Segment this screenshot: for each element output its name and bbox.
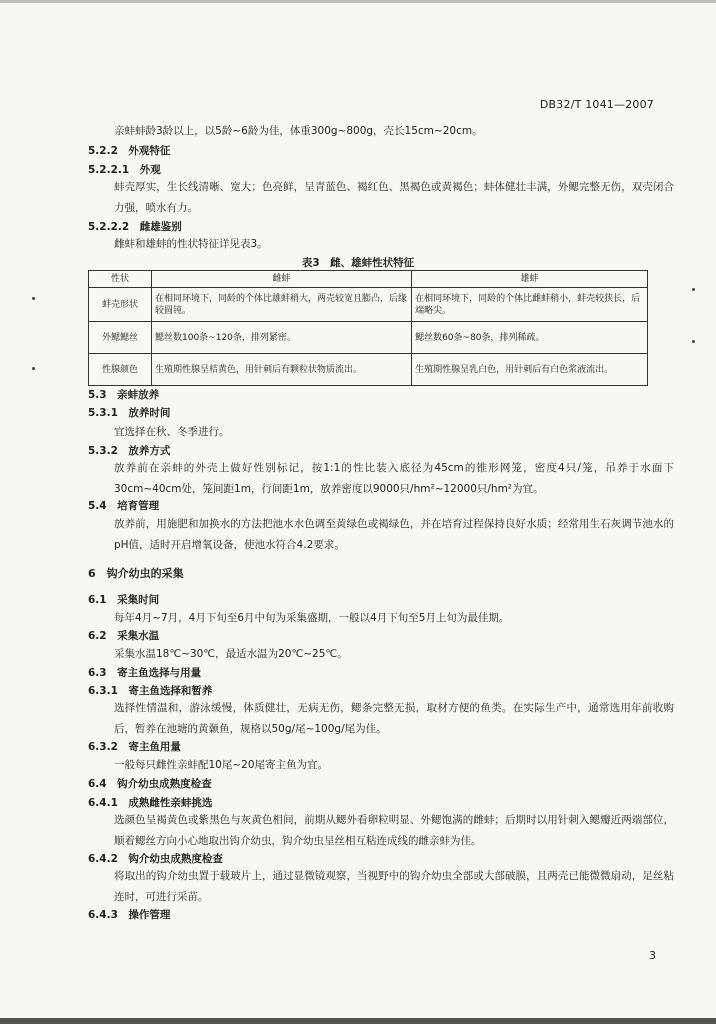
heading-6-4-2: 6.4.2 钩介幼虫成熟度检查 (88, 853, 223, 865)
document-id: DB32/T 1041—2007 (539, 98, 654, 111)
heading-5-3-2: 5.3.2 放养方式 (88, 445, 171, 457)
table-caption: 表3 雌、雄蚌性状特征 (301, 257, 415, 269)
paragraph-host-fish-selection: 选择性情温和，游泳缓慢，体质健壮，无病无伤，鳃条完整无损，取材方便的鱼类。在实际生产中，通常选用年前收购后，暂养在池塘的黄颡鱼，规格以50g/尾~100g/尾为佳。 (114, 702, 674, 735)
heading-6-4-3: 6.4.3 操作管理 (88, 909, 171, 921)
table-row (89, 354, 648, 386)
page-number: 3 (649, 949, 656, 962)
heading-5-4: 5.4 培育管理 (88, 500, 160, 512)
paragraph-broodstock-age: 亲蚌蚌龄3龄以上，以5龄~6龄为佳，体重300g~800g，壳长15cm~20cm。 (114, 125, 483, 137)
cell-male: 鳃丝数60条~80条，排列稀疏。 (412, 322, 648, 354)
heading-6-3: 6.3 寄主鱼选择与用量 (88, 667, 202, 679)
paragraph-sex-identification: 雌蚌和雄蚌的性状特征详见表3。 (114, 238, 268, 250)
header-female: 雌蚌 (152, 271, 412, 288)
scan-edge-bottom (0, 1018, 716, 1024)
table-sex-traits (88, 270, 648, 386)
row-label: 外鳃鳃丝 (89, 322, 152, 354)
row-label: 性腺颜色 (89, 354, 152, 386)
paragraph-stocking-time: 宜选择在秋、冬季进行。 (114, 426, 230, 438)
cell-male: 在相同环境下，同龄的个体比雌蚌稍小，蚌壳较狭长，后端略尖。 (412, 288, 648, 322)
paragraph-host-fish-amount: 一般每只雌性亲蚌配10尾~20尾寄主鱼为宜。 (114, 759, 329, 771)
table-header-row (89, 271, 648, 288)
heading-6-2: 6.2 采集水温 (88, 630, 160, 642)
heading-6-4-1: 6.4.1 成熟雌性亲蚌挑选 (88, 797, 213, 809)
header-male: 雄蚌 (412, 271, 648, 288)
scan-edge-top (0, 0, 716, 3)
paragraph-stocking-method: 放养前在亲蚌的外壳上做好性别标记，按1:1的性比装入底径为45cm的锥形网笼，密度4只/笼，吊养于水面下30cm~40cm处，笼间距1m，行间距1m，放养密度以9000只/hm²~12000只/hm²为宜。 (114, 462, 674, 495)
scan-speck (32, 367, 35, 370)
scan-speck (692, 340, 695, 343)
scan-speck (32, 297, 35, 300)
heading-5-2-2-2: 5.2.2.2 雌雄鉴别 (88, 221, 182, 233)
heading-section-6: 6 钩介幼虫的采集 (88, 567, 184, 580)
paragraph-collection-time: 每年4月~7月，4月下旬至6月中旬为采集盛期，一般以4月下旬至5月上旬为最佳期。 (114, 612, 510, 624)
cell-female: 鳃丝数100条~120条，排列紧密。 (152, 322, 412, 354)
heading-6-4: 6.4 钩介幼虫成熟度检查 (88, 778, 212, 790)
paragraph-water-temp: 采集水温18℃~30℃，最适水温为20℃~25℃。 (114, 648, 348, 660)
heading-5-3: 5.3 亲蚌放养 (88, 389, 160, 401)
cell-female: 生殖期性腺呈桔黄色，用针刺后有颗粒状物质流出。 (152, 354, 412, 386)
header-trait: 性状 (89, 271, 152, 288)
heading-6-3-2: 6.3.2 寄主鱼用量 (88, 741, 181, 753)
paragraph-maturity-check: 将取出的钩介幼虫置于载玻片上，通过显微镜观察，当视野中的钩介幼虫全部或大部破膜，且两壳已能微微扇动，足丝粘连时，可进行采苗。 (114, 870, 674, 903)
heading-5-2-2: 5.2.2 外观特征 (88, 145, 171, 157)
cell-male: 生殖期性腺呈乳白色，用针刺后有白色浆液流出。 (412, 354, 648, 386)
heading-6-1: 6.1 采集时间 (88, 594, 160, 606)
table-row (89, 288, 648, 322)
table-row (89, 322, 648, 354)
row-label: 蚌壳形状 (89, 288, 152, 322)
paragraph-mature-female-selection: 选颜色呈褐黄色或紫黑色与灰黄色相间，前期从鳃外看卵粒明显、外鳃饱满的雌蚌；后期时以用针刺入鳃瓣近两端部位，顺着鳃丝方向小心地取出钩介幼虫，钩介幼虫呈丝相互粘连成线的雌亲蚌为佳。 (114, 814, 674, 847)
heading-6-3-1: 6.3.1 寄主鱼选择和暂养 (88, 685, 213, 697)
paragraph-appearance: 蚌壳厚实，生长线清晰、宽大；色亮鲜，呈青蓝色、褐红色、黑褐色或黄褐色；蚌体健壮丰满，外鳃完整无伤，双壳闭合力强，喷水有力。 (114, 181, 674, 214)
cell-female: 在相同环境下，同龄的个体比雄蚌稍大，两壳较宽且膨凸，后缘较圆钝。 (152, 288, 412, 322)
paragraph-cultivation: 放养前，用施肥和加换水的方法把池水水色调至黄绿色或褐绿色，并在培育过程保持良好水质；经常用生石灰调节池水的pH值，适时开启增氧设备，使池水符合4.2要求。 (114, 518, 674, 551)
heading-5-2-2-1: 5.2.2.1 外观 (88, 164, 161, 176)
scan-speck (692, 288, 695, 291)
heading-5-3-1: 5.3.1 放养时间 (88, 407, 171, 419)
